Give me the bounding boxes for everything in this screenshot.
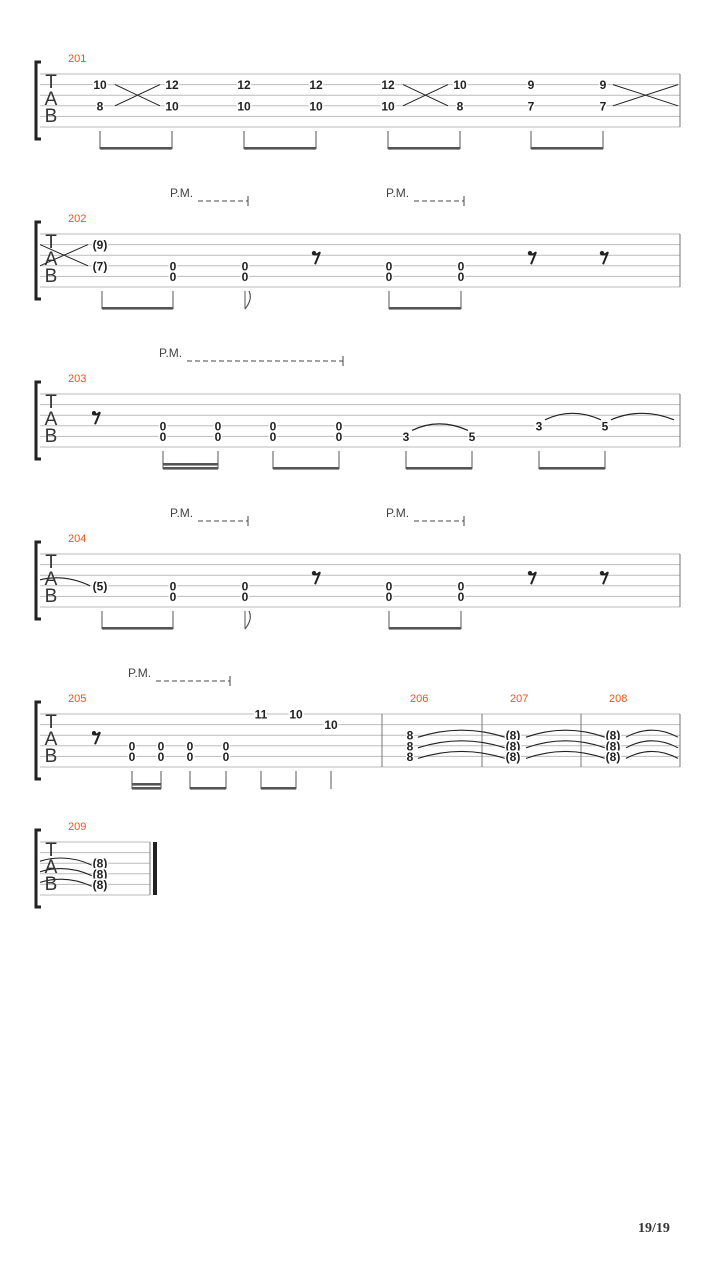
page-number: 19/19 bbox=[638, 1221, 670, 1236]
final-barline bbox=[153, 842, 157, 895]
chord-tie-arc bbox=[526, 741, 605, 748]
fret-number: 12 bbox=[237, 78, 251, 93]
fret-number: 0 bbox=[214, 419, 222, 434]
chord-tie-arc bbox=[526, 751, 605, 758]
fret-number: 0 bbox=[385, 269, 393, 284]
chord-tie-arc bbox=[418, 730, 505, 737]
fret-number: (7) bbox=[92, 259, 108, 274]
beam bbox=[102, 307, 173, 310]
measure-number: 203 bbox=[68, 373, 87, 385]
tab-clef-letter: T bbox=[45, 712, 57, 733]
beam bbox=[132, 783, 161, 786]
tab-clef-letter: B bbox=[44, 426, 58, 447]
eighth-flag bbox=[245, 291, 250, 309]
fret-number: 0 bbox=[385, 259, 393, 274]
fret-number: 0 bbox=[241, 269, 249, 284]
fret-number: 0 bbox=[186, 749, 194, 764]
palm-mute-label: P.M. bbox=[170, 186, 194, 200]
fret-number: 0 bbox=[214, 429, 222, 444]
fret-number: 9 bbox=[527, 78, 535, 93]
measure-number: 208 bbox=[609, 693, 628, 705]
measure-number: 206 bbox=[410, 693, 429, 705]
fret-number: (9) bbox=[92, 238, 108, 253]
eighth-rest-dot bbox=[92, 731, 96, 735]
tab-system-1 bbox=[36, 62, 680, 150]
fret-number: 3 bbox=[535, 419, 543, 434]
palm-mute-label: P.M. bbox=[170, 506, 194, 520]
measure-number: 201 bbox=[68, 53, 87, 65]
fret-number: (8) bbox=[605, 739, 621, 754]
fret-number: 10 bbox=[93, 78, 107, 93]
tab-system-3 bbox=[36, 356, 680, 470]
tab-clef-letter: B bbox=[44, 266, 58, 287]
beam bbox=[163, 463, 218, 466]
tab-clef-letter: T bbox=[45, 392, 57, 413]
chord-tie-arc bbox=[626, 751, 678, 758]
fret-number: 0 bbox=[335, 419, 343, 434]
measure-number: 207 bbox=[510, 693, 529, 705]
fret-number: (8) bbox=[605, 728, 621, 743]
chord-tie-arc bbox=[418, 751, 505, 758]
eighth-flag bbox=[245, 611, 250, 629]
fret-number: 0 bbox=[128, 749, 136, 764]
fret-number: 0 bbox=[222, 749, 230, 764]
fret-number: (8) bbox=[92, 856, 108, 871]
beam bbox=[261, 787, 296, 790]
tab-system-4 bbox=[36, 516, 680, 630]
eighth-rest-dot bbox=[528, 571, 532, 575]
fret-number: 0 bbox=[157, 739, 165, 754]
palm-mute-label: P.M. bbox=[386, 186, 410, 200]
fret-number: 0 bbox=[222, 739, 230, 754]
fret-number: 0 bbox=[186, 739, 194, 754]
tab-clef-letter: T bbox=[45, 840, 57, 861]
fret-number: 0 bbox=[128, 739, 136, 754]
fret-number: (8) bbox=[505, 739, 521, 754]
tab-clef-letter: B bbox=[44, 874, 58, 895]
eighth-rest-dot bbox=[600, 251, 604, 255]
legato-arc bbox=[611, 413, 674, 420]
chord-tie-arc bbox=[626, 741, 678, 748]
fret-number: (8) bbox=[505, 728, 521, 743]
fret-number: 0 bbox=[335, 429, 343, 444]
beam bbox=[531, 147, 603, 150]
tab-clef-letter: B bbox=[44, 746, 58, 767]
fret-number: 9 bbox=[599, 78, 607, 93]
fret-number: 8 bbox=[406, 728, 414, 743]
fret-number: 0 bbox=[457, 589, 465, 604]
fret-number: 0 bbox=[169, 259, 177, 274]
beam bbox=[539, 467, 605, 470]
palm-mute-label: P.M. bbox=[159, 346, 183, 360]
eighth-rest-dot bbox=[92, 411, 96, 415]
fret-number: 0 bbox=[269, 419, 277, 434]
beam bbox=[132, 787, 161, 790]
fret-number: 5 bbox=[468, 429, 476, 444]
fret-number: 0 bbox=[269, 429, 277, 444]
fret-number: 12 bbox=[165, 78, 179, 93]
palm-mute-label: P.M. bbox=[386, 506, 410, 520]
fret-number: 8 bbox=[406, 739, 414, 754]
fret-number: 10 bbox=[165, 99, 179, 114]
fret-number: 3 bbox=[402, 429, 410, 444]
fret-number: 0 bbox=[241, 259, 249, 274]
measure-number: 204 bbox=[68, 533, 87, 545]
fret-number: 0 bbox=[457, 269, 465, 284]
tab-system-2 bbox=[36, 196, 680, 310]
fret-number: 0 bbox=[385, 579, 393, 594]
beam bbox=[406, 467, 472, 470]
fret-number: (8) bbox=[92, 867, 108, 882]
beam bbox=[102, 627, 173, 630]
beam bbox=[388, 147, 460, 150]
fret-number: 11 bbox=[254, 707, 268, 722]
fret-number: (8) bbox=[505, 749, 521, 764]
fret-number: 0 bbox=[457, 579, 465, 594]
measure-number: 209 bbox=[68, 821, 87, 833]
fret-number: 8 bbox=[456, 99, 464, 114]
fret-number: 0 bbox=[169, 579, 177, 594]
beam bbox=[244, 147, 316, 150]
legato-arc bbox=[412, 424, 468, 431]
fret-number: 10 bbox=[237, 99, 251, 114]
fret-number: (8) bbox=[605, 749, 621, 764]
beam bbox=[273, 467, 339, 470]
fret-number: (5) bbox=[92, 579, 108, 594]
tab-clef-letter: A bbox=[44, 89, 58, 110]
measure-number: 202 bbox=[68, 213, 87, 225]
fret-number: 0 bbox=[241, 589, 249, 604]
tab-clef-letter: A bbox=[44, 729, 58, 750]
fret-number: 10 bbox=[289, 707, 303, 722]
fret-number: 8 bbox=[406, 749, 414, 764]
beam bbox=[389, 307, 461, 310]
chord-tie-arc bbox=[418, 741, 505, 748]
fret-number: 0 bbox=[169, 269, 177, 284]
fret-number: 10 bbox=[309, 99, 323, 114]
fret-number: 10 bbox=[453, 78, 467, 93]
fret-number: 12 bbox=[309, 78, 323, 93]
fret-number: 0 bbox=[157, 749, 165, 764]
fret-number: 0 bbox=[159, 419, 167, 434]
fret-number: 8 bbox=[96, 99, 104, 114]
tab-clef-letter: B bbox=[44, 586, 58, 607]
tab-clef-letter: A bbox=[44, 249, 58, 270]
measure-number: 205 bbox=[68, 693, 87, 705]
fret-number: 5 bbox=[601, 419, 609, 434]
beam bbox=[163, 467, 218, 470]
legato-arc bbox=[545, 413, 601, 420]
eighth-rest-dot bbox=[312, 571, 316, 575]
fret-number: 10 bbox=[381, 99, 395, 114]
fret-number: 0 bbox=[241, 579, 249, 594]
fret-number: 7 bbox=[527, 99, 535, 114]
tab-system-5 bbox=[36, 676, 680, 790]
chord-tie-arc bbox=[626, 730, 678, 737]
eighth-rest-dot bbox=[600, 571, 604, 575]
eighth-rest-dot bbox=[528, 251, 532, 255]
beam bbox=[100, 147, 172, 150]
fret-number: 0 bbox=[159, 429, 167, 444]
fret-number: 12 bbox=[381, 78, 395, 93]
tab-clef-letter: T bbox=[45, 552, 57, 573]
beam bbox=[389, 627, 461, 630]
fret-number: 10 bbox=[324, 718, 338, 733]
fret-number: (8) bbox=[92, 877, 108, 892]
fret-number: 0 bbox=[169, 589, 177, 604]
tab-clef-letter: A bbox=[44, 857, 58, 878]
tab-clef-letter: T bbox=[45, 72, 57, 93]
palm-mute-label: P.M. bbox=[128, 666, 152, 680]
chord-tie-arc bbox=[526, 730, 605, 737]
fret-number: 0 bbox=[385, 589, 393, 604]
tab-clef-letter: B bbox=[44, 106, 58, 127]
tab-clef-letter: T bbox=[45, 232, 57, 253]
fret-number: 7 bbox=[599, 99, 607, 114]
tab-clef-letter: A bbox=[44, 569, 58, 590]
beam bbox=[190, 787, 226, 790]
eighth-rest-dot bbox=[312, 251, 316, 255]
fret-number: 0 bbox=[457, 259, 465, 274]
tab-clef-letter: A bbox=[44, 409, 58, 430]
